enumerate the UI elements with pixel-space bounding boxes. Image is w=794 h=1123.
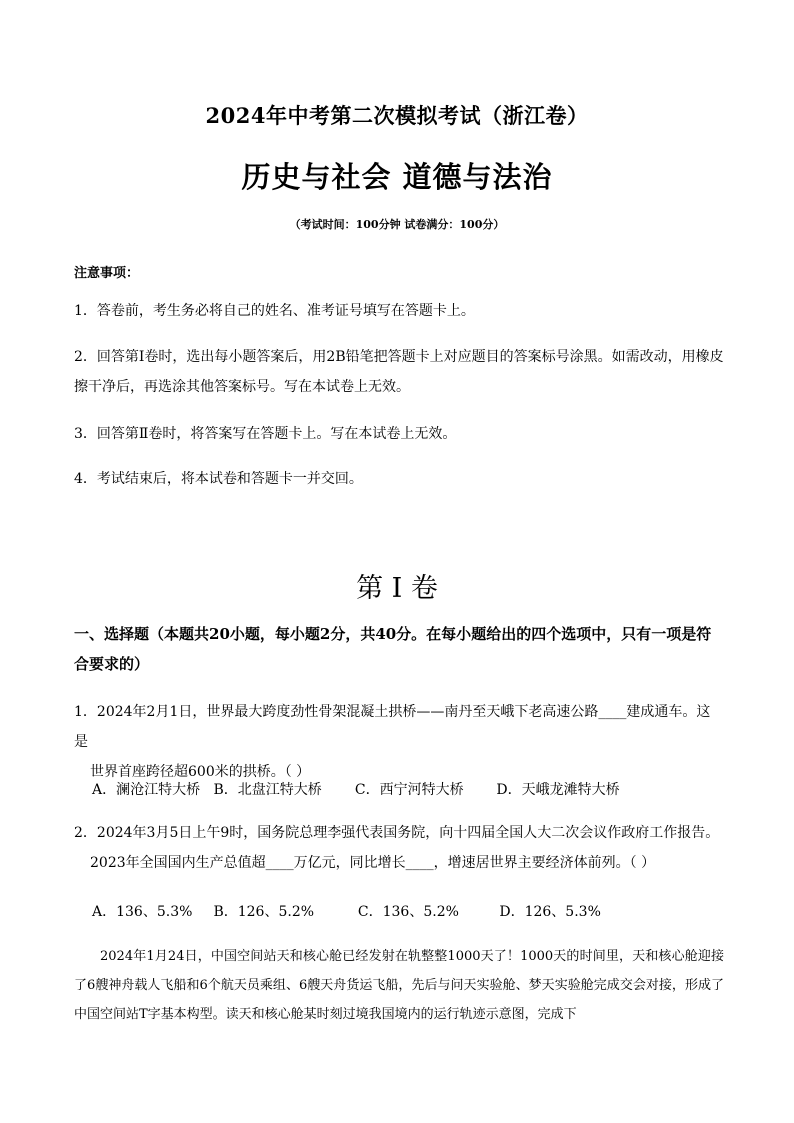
question-1-option-b: B．北盘江特大桥 [213,782,322,798]
question-1 [74,697,724,787]
exam-meta: （考试时间：100分钟 试卷满分：100分） [289,218,505,231]
exam-title: 2024年中考第二次模拟考试（浙江卷） [205,103,589,128]
notice-item-1: 1．答卷前，考生务必将自己的姓名、准考证号填写在答题卡上。 [74,303,475,319]
question-2-line-2: 2023年全国国内生产总值超____万亿元，同比增长____，增速居世界主要经济体前列。（ ） [90,855,656,871]
question-2-options [92,901,724,921]
part-heading: 一、选择题（本题共20小题，每小题2分，共40分。在每小题给出的四个选项中，只有一项是符合要求的） [74,625,712,673]
question-2-line-1: 2．2024年3月5日上午9时，国务院总理李强代表国务院，向十四届全国人大二次会议作政府工作报告。 [74,825,720,841]
question-1-options [92,779,724,799]
notice-item-2: 2．回答第Ⅰ卷时，选出每小题答案后，用2B铅笔把答题卡上对应题目的答案标号涂黑。如需改动，用橡皮擦干净后，再选涂其他答案标号。写在本试卷上无效。 [74,349,724,395]
notice-item-4: 4．考试结束后，将本试卷和答题卡一并交回。 [74,471,363,487]
notice-heading: 注意事项： [74,266,140,281]
question-1-line-2: 世界首座跨径超600米的拱桥。（ ） [90,764,311,780]
notice-item-3: 3．回答第Ⅱ卷时，将答案写在答题卡上。写在本试卷上无效。 [74,426,457,442]
question-2-option-d: D．126、5.3% [499,904,601,920]
question-2-option-c: C．136、5.2% [357,904,459,920]
section-title: 第 I 卷 [356,573,438,604]
material-passage: 2024年1月24日，中国空间站天和核心舱已经发射在轨整整1000天了！1000天的时间里，天和核心舱迎接了6艘神舟载人飞船和6个航天员乘组、6艘天舟货运飞船，先后与问天实验舱、梦天实验舱完成交会对接，形成了中国空间站T字基本构型。读天和核心舱某时刻过境我国境内的运行轨迹示意图，完成下 [74,949,724,1022]
question-2 [74,818,724,878]
question-1-option-a: A．澜沧江特大桥 [92,782,201,798]
question-1-option-d: D．天峨龙滩特大桥 [496,782,620,798]
question-1-line-1: 1．2024年2月1日，世界最大跨度劲性骨架混凝土拱桥——南丹至天峨下老高速公路____建成通车。这是 [74,704,711,750]
question-1-option-c: C．西宁河特大桥 [354,782,464,798]
question-2-option-b: B．126、5.2% [213,904,315,920]
question-2-option-a: A．136、5.3% [92,904,193,920]
exam-subject: 历史与社会 道德与法治 [241,160,553,194]
